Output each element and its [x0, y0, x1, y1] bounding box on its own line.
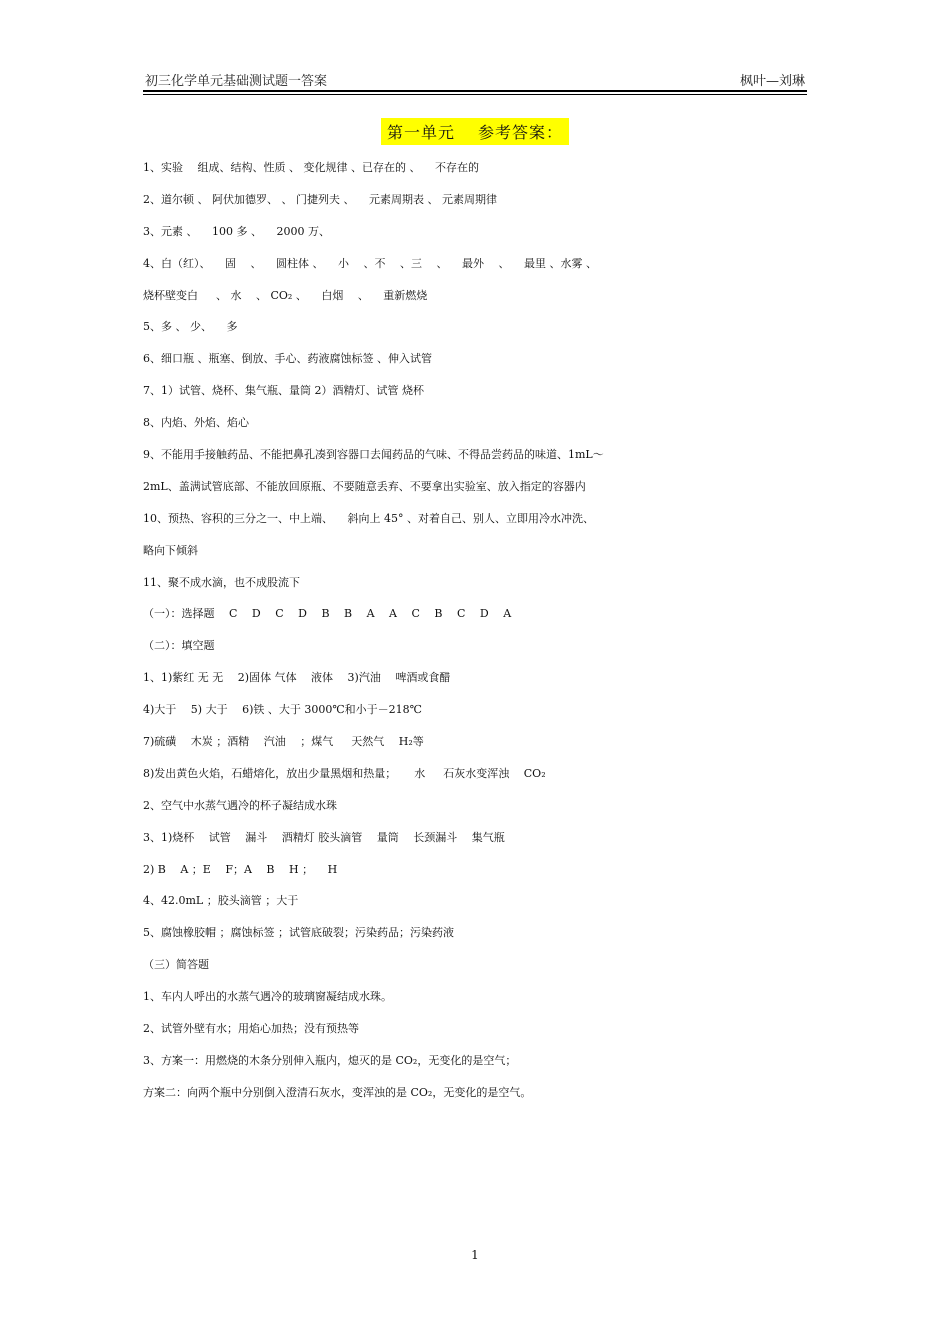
answer-body: [143, 152, 813, 1109]
answer-line: （三）简答题: [143, 958, 209, 972]
answer-line: 2、道尔顿 、 阿伏加德罗、 、 门捷列夫 、 元素周期表 、 元素周期律: [143, 192, 497, 206]
answer-line: 4、白（红）、 固 、 圆柱体 、 小 、不 、三 、 最外 、 最里 、水雾 、: [143, 256, 597, 270]
answer-line: 9、不能用手接触药品、不能把鼻孔凑到容器口去闻药品的气味、不得品尝药品的味道、1mL～: [143, 448, 604, 462]
answer-line: 1、实验 组成、结构、性质 、 变化规律 、已存在的 、 不存在的: [143, 161, 479, 174]
answer-line: （一）：选择题 C D C D B B A A C B C D A: [143, 607, 512, 621]
answer-line: 2mL、盖满试管底部、不能放回原瓶、不要随意丢弃、不要拿出实验室、放入指定的容器内: [143, 479, 586, 493]
answer-line: 8)发出黄色火焰，石蜡熔化，放出少量黑烟和热量； 水 石灰水变浑浊 CO₂: [143, 766, 546, 780]
answer-line: 3、方案一：用燃烧的木条分别伸入瓶内，熄灭的是 CO₂，无变化的是空气；: [143, 1053, 517, 1067]
answer-line: 略向下倾斜: [143, 543, 198, 557]
answer-line: 10、预热、容积的三分之一、中上端、 斜向上 45° 、对着自己、别人、立即用冷水冲洗、: [143, 511, 594, 525]
page-header: [143, 68, 807, 90]
answer-line: 3、1)烧杯 试管 漏斗 酒精灯 胶头滴管 量筒 长颈漏斗 集气瓶: [143, 830, 505, 844]
answer-line: 8、内焰、外焰、焰心: [143, 416, 249, 430]
answer-line: 5、腐蚀橡胶帽 ；腐蚀标签 ；试管底破裂；污染药品；污染药液: [143, 926, 454, 940]
answer-line: 方案二：向两个瓶中分别倒入澄清石灰水，变浑浊的是 CO₂，无变化的是空气。: [143, 1085, 532, 1099]
answer-line: 4、42.0mL ；胶头滴管 ；大于: [143, 894, 299, 908]
answer-line: （二）：填空题: [143, 639, 215, 653]
answer-line: 2、空气中水蒸气遇冷的杯子凝结成水珠: [143, 798, 337, 812]
answer-line: 4)大于 5) 大于 6)铁 、大于 3000℃和小于－218℃: [143, 703, 422, 717]
answer-line: 7、1）试管、烧杯、集气瓶、量筒 2）酒精灯、试管 烧杯: [143, 384, 424, 398]
section-title: 第一单元 参考答案：: [381, 118, 569, 145]
answer-line: 6、细口瓶 、瓶塞、倒放、手心、药液腐蚀标签 、伸入试管: [143, 352, 432, 366]
answer-line: 3、元素 、 100 多 、 2000 万、: [143, 224, 330, 238]
answer-line: 5、多 、 少、 多: [143, 320, 238, 334]
title-row: [0, 118, 950, 145]
answer-line: 1、1)紫红 无 无 2)固体 气体 液体 3)汽油 啤酒或食醋: [143, 671, 451, 685]
answer-line: 烧杯壁变白 、 水 、 CO₂ 、 白烟 、 重新燃烧: [143, 288, 428, 302]
answer-line: 11、聚不成水滴，也不成股流下: [143, 575, 300, 589]
header-author: 枫叶—刘琳: [739, 74, 805, 89]
header-rule-thin: [143, 94, 807, 95]
answer-line: 2) B A ；E F；A B H ； H: [143, 862, 338, 876]
answer-line: 7)硫磺 木炭 ；酒精 汽油 ；煤气 天然气 H₂等: [143, 735, 424, 749]
page-number: 1: [471, 1248, 479, 1262]
answer-line: 1、车内人呼出的水蒸气遇冷的玻璃窗凝结成水珠。: [143, 990, 392, 1004]
answer-line: 2、试管外壁有水；用焰心加热；没有预热等: [143, 1022, 359, 1036]
header-title: 初三化学单元基础测试题一答案: [145, 74, 328, 89]
header-rule-thick: [143, 90, 807, 92]
